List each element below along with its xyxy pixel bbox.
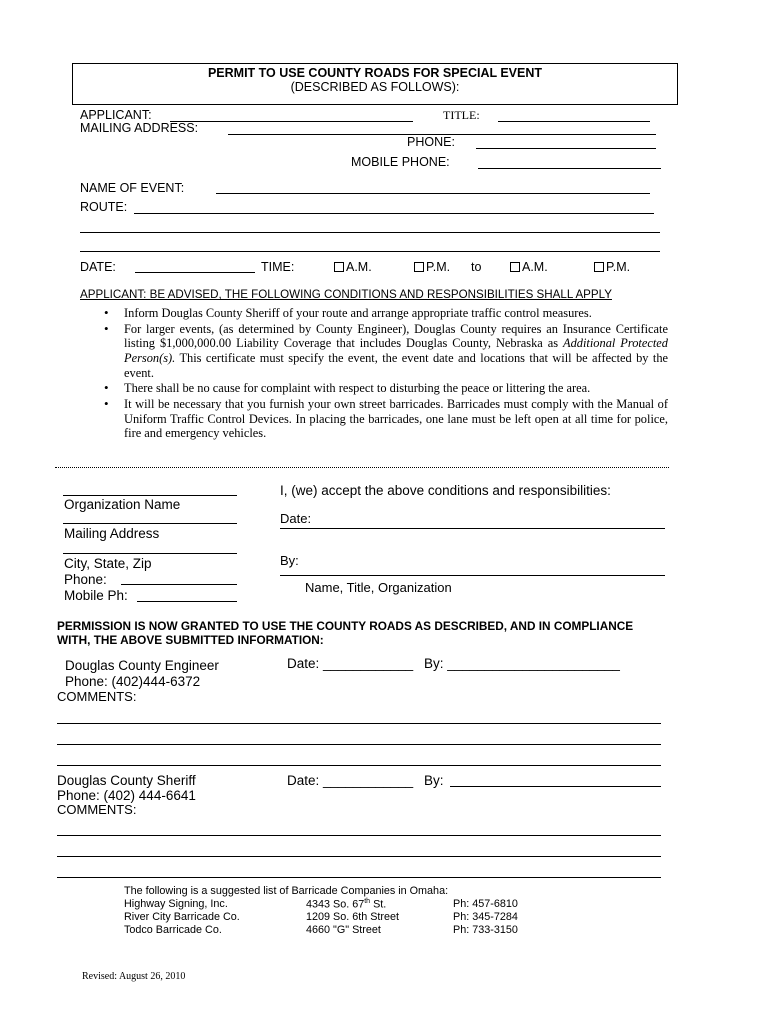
- start-am-option[interactable]: A.M.: [334, 260, 372, 274]
- phone-label: PHONE:: [407, 135, 455, 149]
- accept-date-field[interactable]: [280, 528, 665, 529]
- applicant-field[interactable]: [170, 121, 413, 122]
- date-label: DATE:: [80, 260, 116, 274]
- end-am-option[interactable]: A.M.: [510, 260, 548, 274]
- checkbox-icon: [510, 262, 520, 272]
- sheriff-comments-label: COMMENTS:: [57, 802, 137, 817]
- mailing-address-org-label: Mailing Address: [64, 526, 160, 541]
- title-field[interactable]: [498, 121, 650, 122]
- start-pm-option[interactable]: P.M.: [414, 260, 450, 274]
- engineer-comment-line-2[interactable]: [57, 744, 661, 745]
- route-field-3[interactable]: [80, 251, 660, 252]
- condition-item: • There shall be no cause for complaint with respect to disturbing the peace or littering the area.: [124, 381, 668, 396]
- mobile-phone-field[interactable]: [478, 168, 661, 169]
- condition-item: • Inform Douglas County Sheriff of your route and arrange appropriate traffic control measures.: [124, 306, 668, 321]
- sheriff-comment-line-1[interactable]: [57, 835, 661, 836]
- engineer-comment-line-1[interactable]: [57, 723, 661, 724]
- conditions-list: [124, 306, 668, 442]
- city-state-zip-label: City, State, Zip: [64, 556, 152, 571]
- sheriff-phone: Phone: (402) 444-6641: [57, 788, 196, 803]
- accept-by-label: By:: [280, 553, 299, 568]
- engineer-comment-line-3[interactable]: [57, 765, 661, 766]
- organization-name-field[interactable]: [63, 495, 237, 496]
- form-title: PERMIT TO USE COUNTY ROADS FOR SPECIAL EVENT: [207, 66, 543, 80]
- form-subtitle: (DESCRIBED AS FOLLOWS):: [290, 80, 460, 94]
- organization-name-label: Organization Name: [64, 497, 181, 512]
- company-phone: Ph: 733-3150: [453, 924, 518, 936]
- checkbox-icon: [414, 262, 424, 272]
- company-phone: Ph: 345-7284: [453, 911, 518, 923]
- company-address: 4343 So. 67th St.: [306, 898, 387, 911]
- to-label: to: [471, 260, 482, 274]
- company-name: Todco Barricade Co.: [124, 924, 222, 936]
- applicant-label: APPLICANT:: [80, 108, 152, 122]
- mailing-address-org-field[interactable]: [63, 523, 237, 524]
- checkbox-icon: [334, 262, 344, 272]
- name-of-event-field[interactable]: [216, 193, 650, 194]
- name-of-event-label: NAME OF EVENT:: [80, 181, 185, 195]
- condition-item: • For larger events, (as determined by County Engineer), Douglas County requires an Insurance Certificate listing $1,000,000.00 Liability Coverage that includes Douglas County, Nebraska as Additional Protected Person(s). This certificate must specify the event, the event date and locations that will be affected by the event.: [124, 322, 668, 380]
- accept-by-field[interactable]: [280, 575, 665, 576]
- barricade-intro: The following is a suggested list of Barricade Companies in Omaha:: [124, 885, 449, 897]
- route-field-2[interactable]: [80, 232, 660, 233]
- sheriff-comment-line-3[interactable]: [57, 877, 661, 878]
- engineer-date-field[interactable]: Date: ____________: [287, 656, 414, 671]
- section-divider: [55, 467, 669, 468]
- conditions-header: APPLICANT: BE ADVISED, THE FOLLOWING CONDITIONS AND RESPONSIBILITIES SHALL APPLY: [80, 288, 612, 301]
- title-label: TITLE:: [443, 108, 480, 122]
- sheriff-comment-line-2[interactable]: [57, 856, 661, 857]
- engineer-by-field[interactable]: By: _______________________: [424, 656, 620, 671]
- org-phone-label: Phone:: [64, 572, 107, 587]
- sheriff-by-field[interactable]: [450, 786, 661, 787]
- engineer-comments-label: COMMENTS:: [57, 689, 137, 704]
- org-mobile-label: Mobile Ph:: [64, 588, 128, 603]
- name-title-org-label: Name, Title, Organization: [305, 580, 452, 595]
- accept-statement: I, (we) accept the above conditions and responsibilities:: [280, 483, 611, 498]
- time-label: TIME:: [261, 260, 295, 274]
- sheriff-by-label: By:: [424, 773, 444, 788]
- route-field-1[interactable]: [134, 213, 654, 214]
- mailing-address-label: MAILING ADDRESS:: [80, 121, 199, 135]
- company-address: 4660 "G" Street: [306, 924, 381, 936]
- route-label: ROUTE:: [80, 200, 128, 214]
- phone-field[interactable]: [476, 148, 656, 149]
- company-phone: Ph: 457-6810: [453, 898, 518, 910]
- condition-item: • It will be necessary that you furnish your own street barricades. Barricades must comply with the Manual of Uniform Traffic Control Devices. In placing the barricades, one lane must be left open at all time for police, fire and emergency vehicles.: [124, 397, 668, 441]
- sheriff-name: Douglas County Sheriff: [57, 773, 196, 788]
- company-address: 1209 So. 6th Street: [306, 911, 400, 923]
- checkbox-icon: [594, 262, 604, 272]
- org-phone-field[interactable]: [121, 584, 237, 585]
- mobile-phone-label: MOBILE PHONE:: [351, 155, 450, 169]
- city-state-zip-field[interactable]: [63, 553, 237, 554]
- end-pm-option[interactable]: P.M.: [594, 260, 630, 274]
- company-name: River City Barricade Co.: [124, 911, 240, 923]
- permission-statement: PERMISSION IS NOW GRANTED TO USE THE COUNTY ROADS AS DESCRIBED, AND IN COMPLIANCE WITH, THE ABOVE SUBMITTED INFORMATION:: [57, 619, 634, 647]
- org-mobile-field[interactable]: [137, 601, 237, 602]
- date-field[interactable]: [135, 272, 255, 273]
- accept-date-label: Date:: [280, 511, 312, 526]
- engineer-phone: Phone: (402)444-6372: [65, 674, 201, 689]
- revised-date: Revised: August 26, 2010: [82, 971, 186, 982]
- sheriff-date-field[interactable]: Date: ____________: [287, 773, 414, 788]
- company-name: Highway Signing, Inc.: [124, 898, 228, 910]
- engineer-name: Douglas County Engineer: [65, 658, 219, 673]
